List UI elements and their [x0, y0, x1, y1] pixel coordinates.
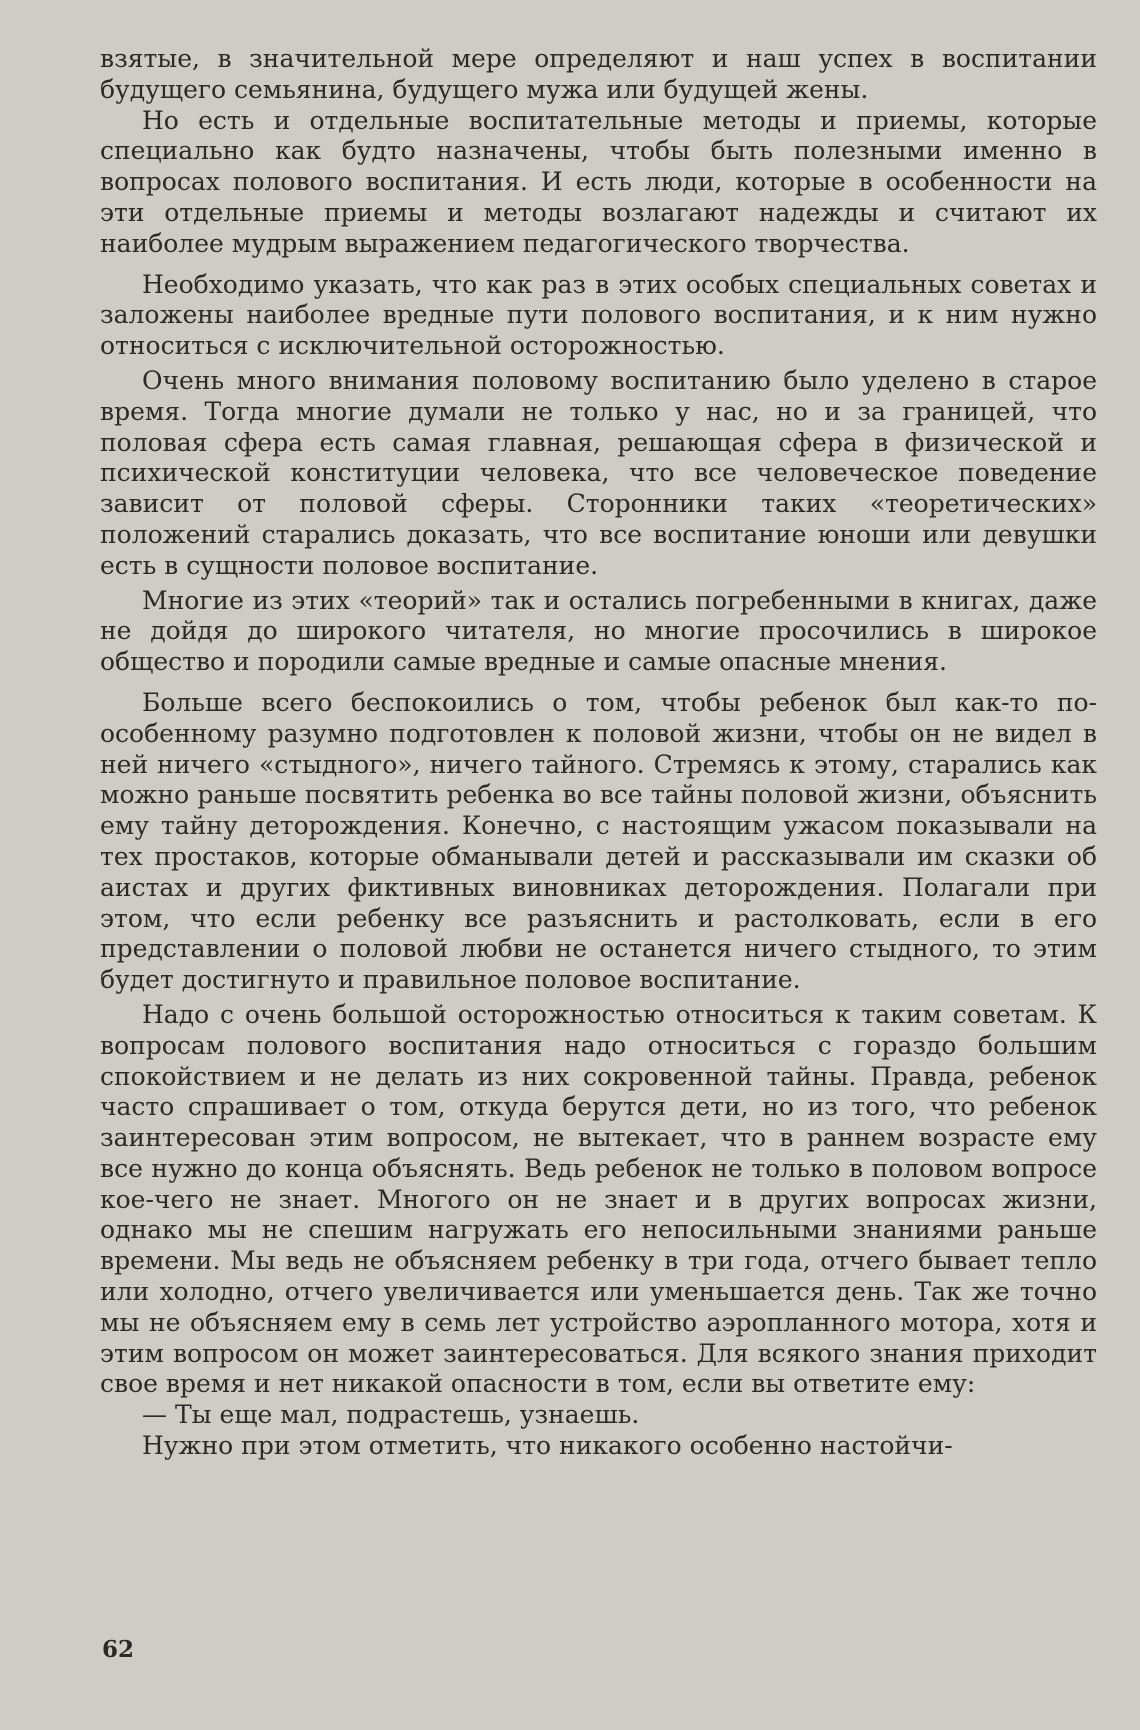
paragraph: Но есть и отдельные воспитательные методы и приемы, которые специально как будто назначены, чтобы быть полезными именно в вопросах полового воспитания. И есть люди, которые в особенности на эти отдельные приемы и методы возлагают надежды и считают их наиболее мудрым выражением педагогического творчества. [100, 105, 1097, 258]
paragraph: Очень много внимания половому воспитанию было уделено в старое время. Тогда многие думали не только у нас, но и за границей, что половая сфера есть самая главная, решающая сфера в физической и психической конституции человека, что все человеческое поведение зависит от половой сферы. Сторонники таких «теоретических» положений старались доказать, что все воспитание юноши или девушки есть в сущности половое воспитание. [100, 365, 1097, 580]
paragraph: Надо с очень большой осторожностью относиться к таким советам. К вопросам полового воспитания надо относиться с гораздо большим спокойствием и не делать из них сокровенной тайны. Правда, ребенок часто спрашивает о том, откуда берутся дети, но из того, что ребенок заинтересован этим вопросом, не вытекает, что в раннем возрасте ему все нужно до конца объяснять. Ведь ребенок не только в половом вопросе кое-чего не знает. Многого он не знает и в других вопросах жизни, однако мы не спешим нагружать его непосильными знаниями раньше времени. Мы ведь не объясняем ребенку в три года, отчего бывает тепло или холодно, отчего увеличивается или уменьшается день. Так же точно мы не объясняем ему в семь лет устройство аэропланного мотора, хотя и этим вопросом он может заинтересоваться. Для всякого знания приходит свое время и нет никакой опасности в том, если вы ответите ему: [100, 999, 1097, 1399]
paragraph-continuation: взятые, в значительной мере определяют и наш успех в воспитании будущего семьянина, будущего мужа или будущей жены. [100, 44, 1097, 104]
paragraph: Необходимо указать, что как раз в этих особых специальных советах и заложены наиболее вредные пути полового воспитания, и к ним нужно относиться с исключительной осторожностью. [100, 269, 1097, 361]
paragraph: Больше всего беспокоились о том, чтобы ребенок был как-то по-особенному разумно подготовлен к половой жизни, чтобы он не видел в ней ничего «стыдного», ничего тайного. Стремясь к этому, старались как можно раньше посвятить ребенка во все тайны половой жизни, объяснить ему тайну деторождения. Конечно, с настоящим ужасом показывали на тех простаков, которые обманывали детей и рассказывали им сказки об аистах и других фиктивных виновниках деторождения. Полагали при этом, что если ребенку все разъяснить и растолковать, если в его представлении о половой любви не останется ничего стыдного, то этим будет достигнуто и правильное половое воспитание. [100, 687, 1097, 995]
dialog-line: — Ты еще мал, подрастешь, узнаешь. [142, 1400, 640, 1430]
page-number: 62 [102, 1636, 135, 1663]
paragraph-continues: Нужно при этом отметить, что никакого особенно настойчи- [142, 1431, 953, 1461]
paragraph: Многие из этих «теорий» так и остались погребенными в книгах, даже не дойдя до широкого читателя, но многие просочились в широкое общество и породили самые вредные и самые опасные мнения. [100, 585, 1097, 677]
body-text [100, 44, 1097, 1462]
